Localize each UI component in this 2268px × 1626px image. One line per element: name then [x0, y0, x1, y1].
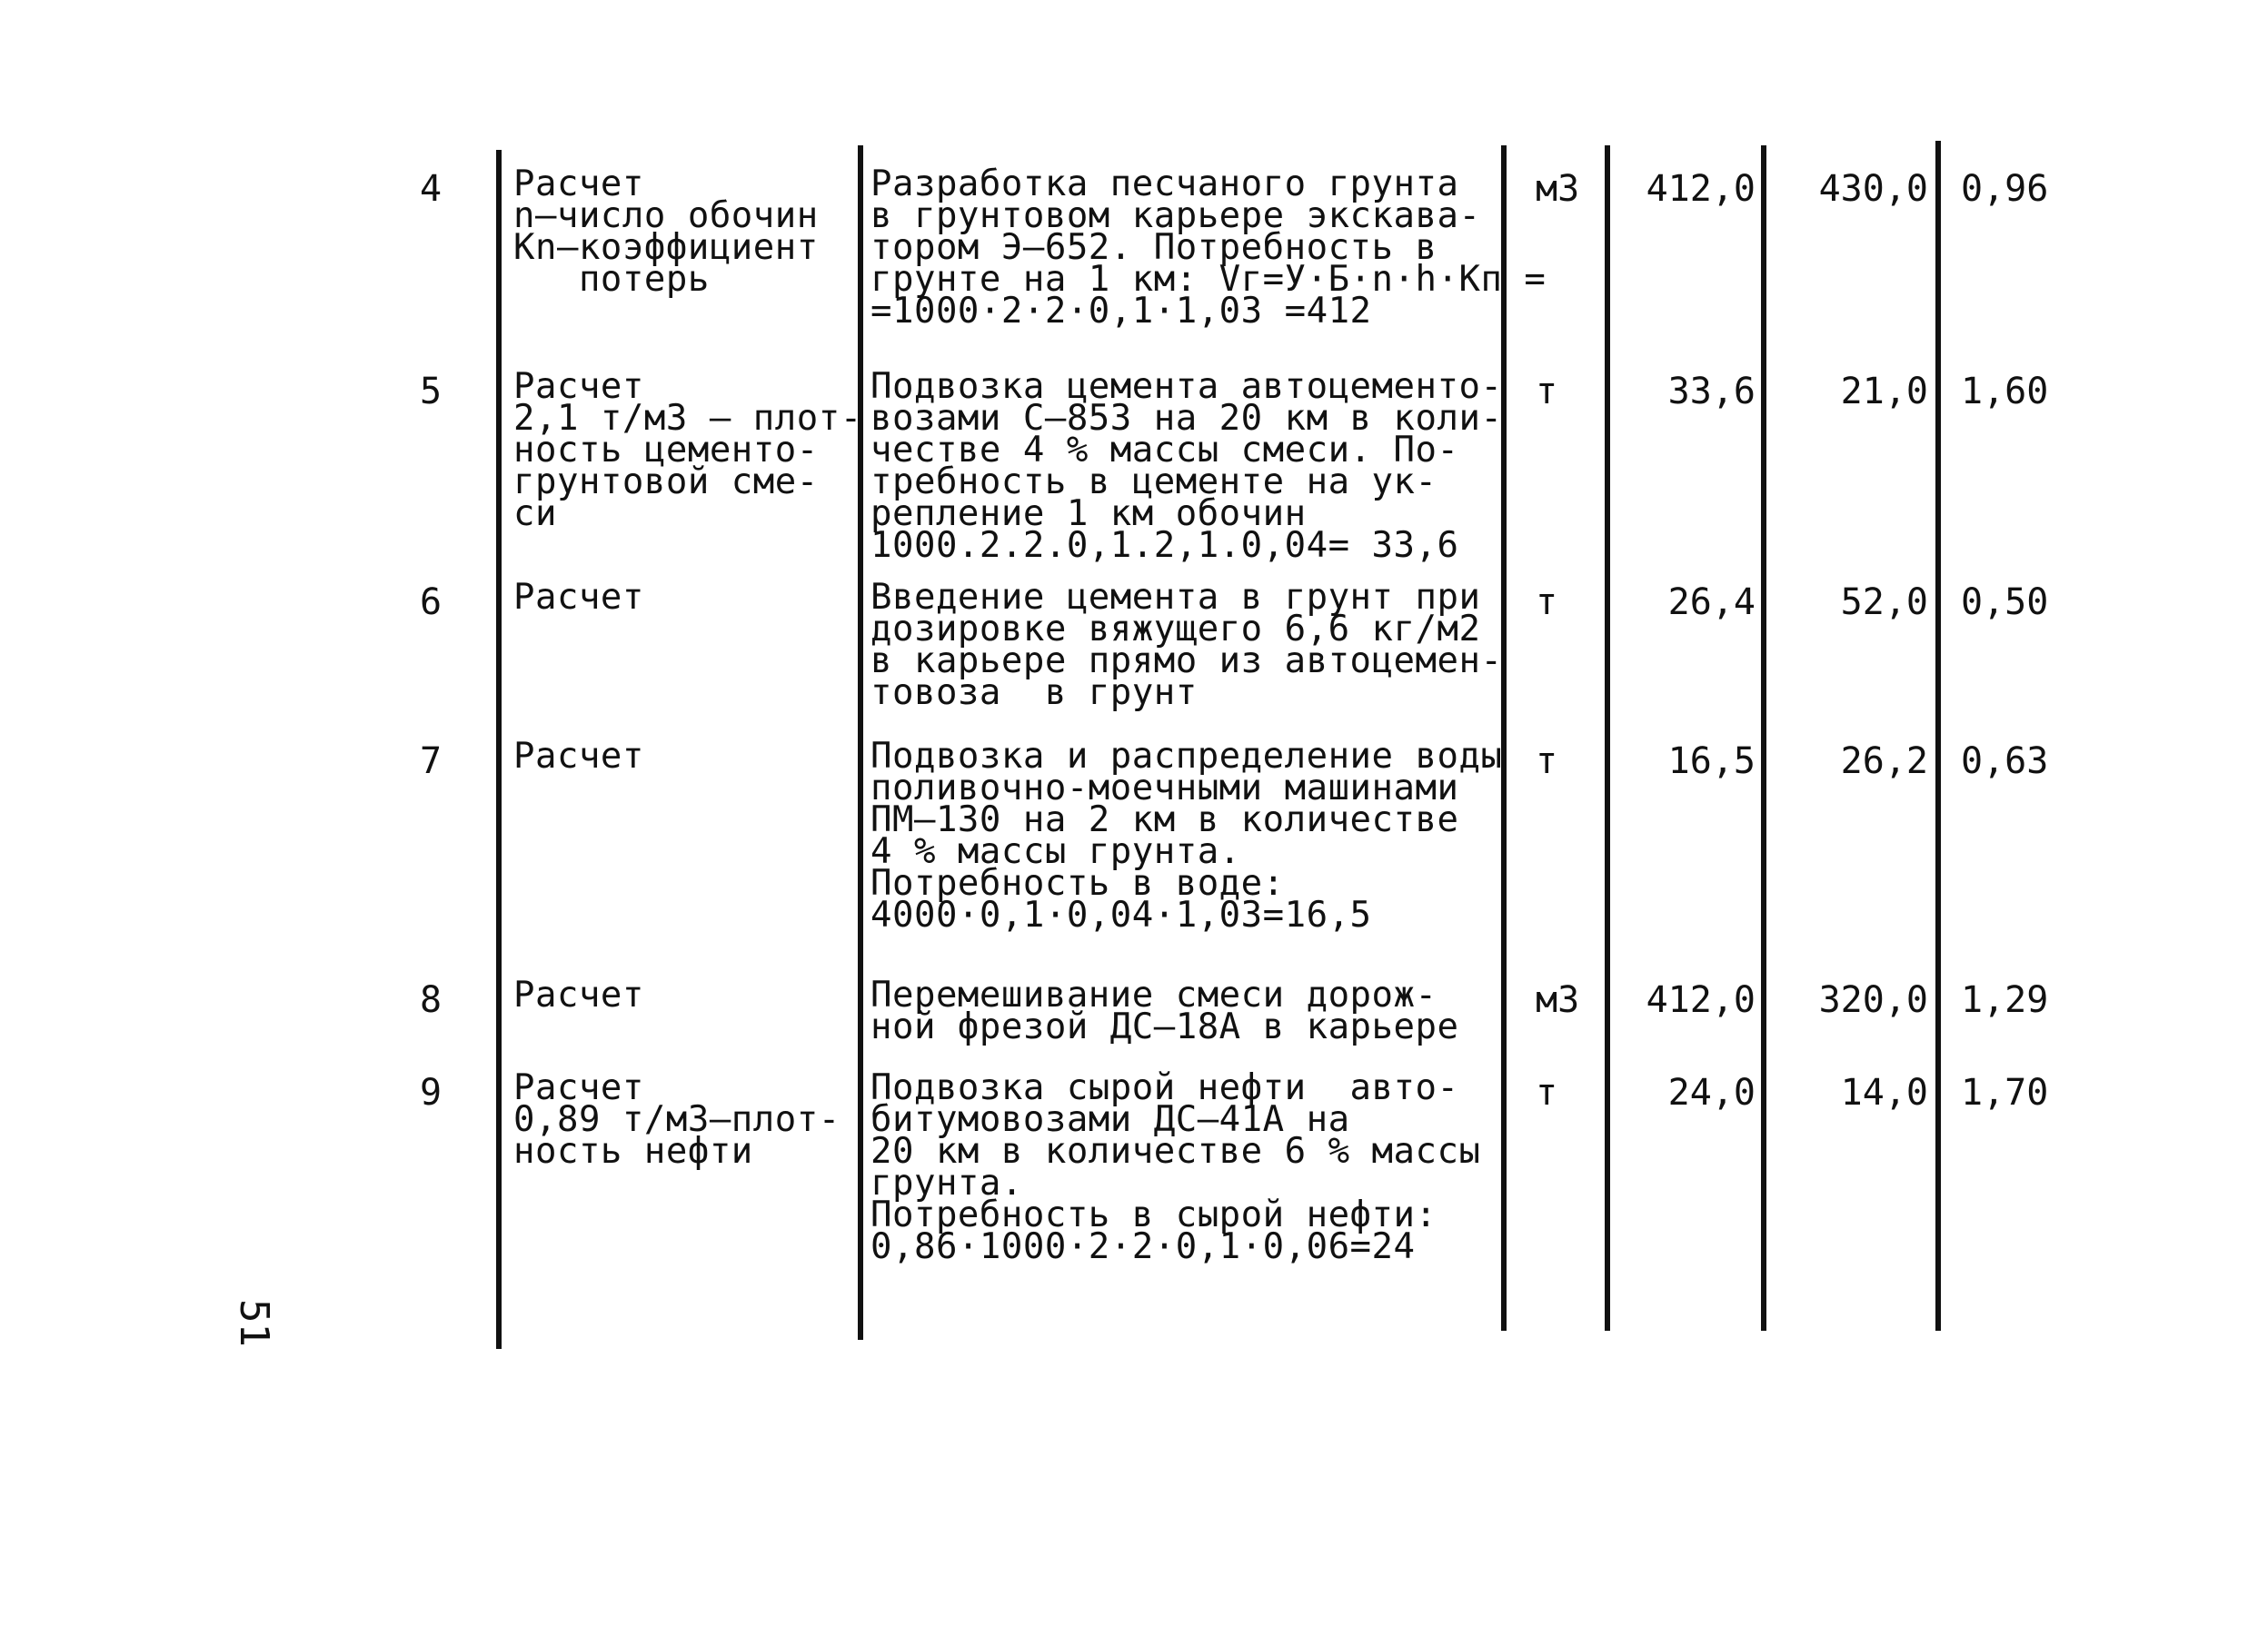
work-description-line: товоза в грунт [870, 672, 1198, 713]
volume-cell: 33,6 [1667, 371, 1756, 412]
unit-cell: т [1536, 371, 1558, 412]
norm-cell: 320,0 [1818, 979, 1928, 1021]
basis-text [513, 366, 862, 534]
volume-cell: 412,0 [1646, 979, 1756, 1021]
unit-cell: т [1536, 581, 1558, 623]
basis-text-line: си [513, 493, 557, 534]
result-cell: 1,29 [1961, 979, 2049, 1021]
result-cell: 1,60 [1961, 371, 2049, 412]
row-number: 8 [420, 979, 443, 1021]
volume-cell: 26,4 [1667, 581, 1756, 623]
row-number: 6 [420, 581, 443, 623]
work-description-line: поливочно-моечными машинами [870, 768, 1459, 808]
basis-text [513, 736, 644, 777]
work-description-line: тором Э–652. Потребность в [870, 227, 1437, 268]
work-description-line: Подвозка цемента автоцементо- [870, 366, 1503, 407]
norm-cell: 52,0 [1840, 581, 1928, 623]
basis-text-line: Расчет [513, 164, 644, 204]
norm-cell: 14,0 [1840, 1072, 1928, 1114]
column-rule-6 [1935, 141, 1941, 1331]
row-number: 7 [420, 740, 443, 782]
basis-text-line: Расчет [513, 736, 644, 777]
work-description-line: возами С–853 на 20 км в коли- [870, 398, 1503, 439]
unit-cell: м3 [1536, 168, 1580, 210]
work-description [870, 164, 1547, 332]
basis-text [513, 1067, 841, 1172]
work-description-line: репление 1 км обочин [870, 493, 1307, 534]
volume-cell: 24,0 [1667, 1072, 1756, 1114]
work-description-line: грунте на 1 км: Vг=У·Б·n·h·Kп = [870, 259, 1547, 300]
basis-text-line: ность цементо- [513, 430, 819, 471]
column-rule-5 [1761, 145, 1766, 1331]
basis-text-line: грунтовой сме- [513, 461, 819, 502]
work-description-line: ной фрезой ДС–18А в карьере [870, 1006, 1459, 1047]
basis-text-line: ность нефти [513, 1131, 753, 1172]
work-description [870, 1067, 1481, 1267]
work-description-line: честве 4 % массы смеси. По- [870, 430, 1459, 471]
work-description-line: Введение цемента в грунт при [870, 577, 1481, 618]
basis-text-line: n–число обочин [513, 195, 819, 236]
column-rule-2 [858, 145, 863, 1340]
work-description-line: 20 км в количестве 6 % массы [870, 1131, 1481, 1172]
basis-text-line: 0,89 т/м3–плот- [513, 1099, 841, 1140]
basis-text-line: Расчет [513, 577, 644, 618]
work-description-line: 4 % массы грунта. [870, 831, 1241, 872]
norm-cell: 21,0 [1840, 371, 1928, 412]
unit-cell: т [1536, 740, 1558, 782]
basis-text-line: Расчет [513, 975, 644, 1016]
row-number: 5 [420, 371, 443, 412]
work-description-line: дозировке вяжущего 6,6 кг/м2 [870, 609, 1481, 649]
basis-text-line: Kn–коэффициент [513, 227, 819, 268]
result-cell: 0,96 [1961, 168, 2049, 210]
basis-text-line: Расчет [513, 366, 644, 407]
column-rule-4 [1605, 145, 1610, 1331]
work-description-line: в карьере прямо из автоцемен- [870, 640, 1503, 681]
work-description-line: Потребность в воде: [870, 863, 1285, 904]
basis-text [513, 577, 644, 618]
work-description-line: 1000.2.2.0,1.2,1.0,04= 33,6 [870, 525, 1459, 566]
work-description-line: Подвозка и распределение воды [870, 736, 1503, 777]
unit-cell: т [1536, 1072, 1558, 1114]
work-description [870, 366, 1503, 566]
result-cell: 0,50 [1961, 581, 2049, 623]
page-number: 51 [231, 1299, 277, 1347]
work-description-line: =1000·2·2·0,1·1,03 =412 [870, 291, 1372, 332]
volume-cell: 412,0 [1646, 168, 1756, 210]
work-description-line: Подвозка сырой нефти авто- [870, 1067, 1459, 1108]
basis-text-line: 2,1 т/м3 – плот- [513, 398, 862, 439]
work-description-line: требность в цементе на ук- [870, 461, 1437, 502]
result-cell: 1,70 [1961, 1072, 2049, 1114]
work-description-line: ПМ–130 на 2 км в количестве [870, 799, 1459, 840]
row-number: 9 [420, 1072, 443, 1114]
volume-cell: 16,5 [1667, 740, 1756, 782]
basis-text [513, 164, 819, 300]
result-cell: 0,63 [1961, 740, 2049, 782]
work-description-line: 0,86·1000·2·2·0,1·0,06=24 [870, 1226, 1416, 1267]
norm-cell: 26,2 [1840, 740, 1928, 782]
basis-text-line: потерь [513, 259, 710, 300]
work-description-line: битумовозами ДС–41А на [870, 1099, 1350, 1140]
work-description [870, 577, 1503, 713]
work-description-line: в грунтовом карьере экскава- [870, 195, 1481, 236]
row-number: 4 [420, 168, 443, 210]
work-description-line: грунта. [870, 1163, 1023, 1204]
basis-text-line: Расчет [513, 1067, 644, 1108]
work-description [870, 736, 1503, 936]
column-rule-1 [496, 150, 502, 1349]
basis-text [513, 975, 644, 1016]
work-description-line: Перемешивание смеси дорож- [870, 975, 1437, 1016]
work-description-line: Потребность в сырой нефти: [870, 1195, 1437, 1235]
norm-cell: 430,0 [1818, 168, 1928, 210]
work-description-line: 4000·0,1·0,04·1,03=16,5 [870, 895, 1372, 936]
work-description [870, 975, 1459, 1047]
work-description-line: Разработка песчаного грунта [870, 164, 1459, 204]
unit-cell: м3 [1536, 979, 1580, 1021]
